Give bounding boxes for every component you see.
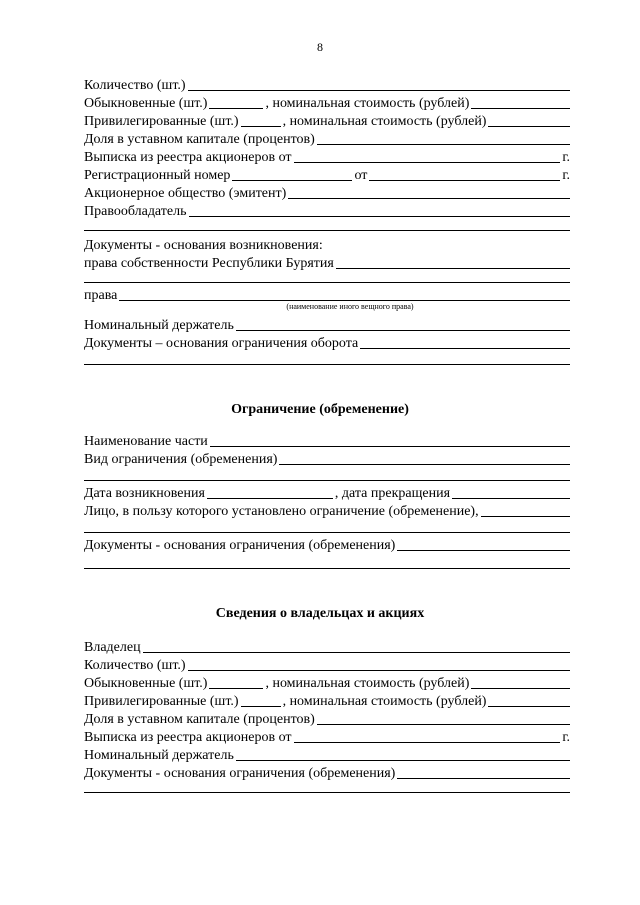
registry-date-field[interactable] [294, 162, 561, 163]
owner-nominal-cost-field[interactable] [488, 706, 570, 707]
encumbrance-documents-line [84, 536, 570, 554]
beneficiary-line [84, 502, 570, 520]
registration-number-label: Регистрационный номер [84, 168, 231, 183]
owner-documents-continuation-field[interactable] [84, 792, 570, 793]
encumbrance-documents-label: Документы - основания ограничения (обременения) [84, 538, 396, 553]
encumbrance-documents-continuation-field[interactable] [84, 568, 570, 569]
encumbrance-type-field[interactable] [279, 464, 570, 465]
nominal-cost-label: , номинальная стоимость (рублей) [282, 114, 487, 129]
owner-privileged-field[interactable] [241, 706, 281, 707]
owner-nominee-holder-line [84, 746, 570, 764]
origin-documents-label: Документы - основания возникновения: [84, 238, 323, 253]
registration-number-line [84, 166, 570, 184]
owner-nominee-holder-label: Номинальный держатель [84, 748, 234, 763]
owner-documents-label: Документы - основания ограничения (обременения) [84, 766, 396, 781]
ownership-continuation-field[interactable] [84, 282, 570, 283]
page-number: 8 [317, 40, 323, 54]
turnover-documents-line [84, 334, 570, 352]
nominal-cost-label: , номинальная стоимость (рублей) [265, 96, 470, 111]
owner-quantity-line [84, 656, 570, 674]
ordinary-label: Обыкновенные (шт.) [84, 96, 208, 111]
issuer-line [84, 184, 570, 202]
privileged-line [84, 112, 570, 130]
dates-line [84, 484, 570, 502]
nominee-holder-label: Номинальный держатель [84, 318, 234, 333]
other-right-caption: (наименование иного вещного права) [286, 302, 414, 311]
registry-extract-label: Выписка из реестра акционеров от [84, 150, 292, 165]
turnover-documents-field[interactable] [360, 348, 570, 349]
owner-registry-date-field[interactable] [294, 742, 561, 743]
nominee-holder-field[interactable] [236, 330, 570, 331]
year-suffix: г. [562, 150, 570, 165]
nominal-cost-field[interactable] [471, 108, 570, 109]
owner-documents-line [84, 764, 570, 782]
part-name-label: Наименование части [84, 434, 208, 449]
right-label: права [84, 288, 118, 303]
owner-charter-share-field[interactable] [317, 724, 570, 725]
encumbrance-documents-field[interactable] [397, 550, 570, 551]
issuer-field[interactable] [288, 198, 570, 199]
owner-year-suffix: г. [562, 730, 570, 745]
other-right-field[interactable] [119, 300, 570, 301]
owner-nominal-cost-label: , номинальная стоимость (рублей) [265, 676, 470, 691]
privileged-label: Привилегированные (шт.) [84, 114, 239, 129]
owner-nominal-cost-field[interactable] [471, 688, 570, 689]
ordinary-line [84, 94, 570, 112]
right-holder-field[interactable] [189, 216, 571, 217]
owner-documents-field[interactable] [397, 778, 570, 779]
charter-share-line [84, 130, 570, 148]
owner-privileged-label: Привилегированные (шт.) [84, 694, 239, 709]
encumbrance-type-line [84, 450, 570, 468]
start-date-label: Дата возникновения [84, 486, 205, 501]
ordinary-field[interactable] [209, 108, 263, 109]
charter-share-label: Доля в уставном капитале (процентов) [84, 132, 315, 147]
nominal-cost-field[interactable] [488, 126, 570, 127]
charter-share-field[interactable] [317, 144, 570, 145]
privileged-field[interactable] [241, 126, 281, 127]
quantity-line [84, 76, 570, 94]
year-suffix: г. [562, 168, 570, 183]
registration-number-field[interactable] [232, 180, 352, 181]
beneficiary-continuation-field[interactable] [84, 532, 570, 533]
from-label: от [354, 168, 368, 183]
owner-line [84, 638, 570, 656]
turnover-documents-label: Документы – основания ограничения оборота [84, 336, 359, 351]
owner-field[interactable] [143, 652, 570, 653]
buryatia-ownership-label: права собственности Республики Бурятия [84, 256, 334, 271]
owners-heading: Сведения о владельцах и акциях [215, 606, 425, 621]
part-name-line [84, 432, 570, 450]
quantity-label: Количество (шт.) [84, 78, 186, 93]
owner-ordinary-label: Обыкновенные (шт.) [84, 676, 208, 691]
owner-charter-share-line [84, 710, 570, 728]
buryatia-ownership-field[interactable] [336, 268, 570, 269]
owner-registry-extract-label: Выписка из реестра акционеров от [84, 730, 292, 745]
owner-nominee-holder-field[interactable] [236, 760, 570, 761]
start-date-field[interactable] [207, 498, 333, 499]
nominee-holder-line [84, 316, 570, 334]
end-date-label: , дата прекращения [334, 486, 451, 501]
right-holder-label: Правообладатель [84, 204, 187, 219]
issuer-label: Акционерное общество (эмитент) [84, 186, 287, 201]
right-holder-continuation-field[interactable] [84, 230, 570, 231]
beneficiary-field[interactable] [481, 516, 570, 517]
beneficiary-label: Лицо, в пользу которого установлено ограничение (обременение), [84, 504, 479, 519]
registration-date-field[interactable] [369, 180, 560, 181]
registry-extract-line [84, 148, 570, 166]
encumbrance-heading: Ограничение (обременение) [231, 402, 409, 417]
quantity-field[interactable] [188, 90, 570, 91]
right-holder-line [84, 202, 570, 220]
owner-ordinary-line [84, 674, 570, 692]
owner-quantity-label: Количество (шт.) [84, 658, 186, 673]
encumbrance-type-label: Вид ограничения (обременения) [84, 452, 278, 467]
part-name-field[interactable] [210, 446, 570, 447]
owner-label: Владелец [84, 640, 141, 655]
buryatia-ownership-line [84, 254, 570, 272]
owner-ordinary-field[interactable] [209, 688, 263, 689]
owner-privileged-line [84, 692, 570, 710]
owner-charter-share-label: Доля в уставном капитале (процентов) [84, 712, 315, 727]
owner-quantity-field[interactable] [188, 670, 570, 671]
turnover-continuation-field[interactable] [84, 364, 570, 365]
end-date-field[interactable] [452, 498, 570, 499]
origin-documents-line [84, 236, 570, 254]
encumbrance-type-continuation-field[interactable] [84, 480, 570, 481]
owner-registry-extract-line [84, 728, 570, 746]
owner-nominal-cost-label: , номинальная стоимость (рублей) [282, 694, 487, 709]
